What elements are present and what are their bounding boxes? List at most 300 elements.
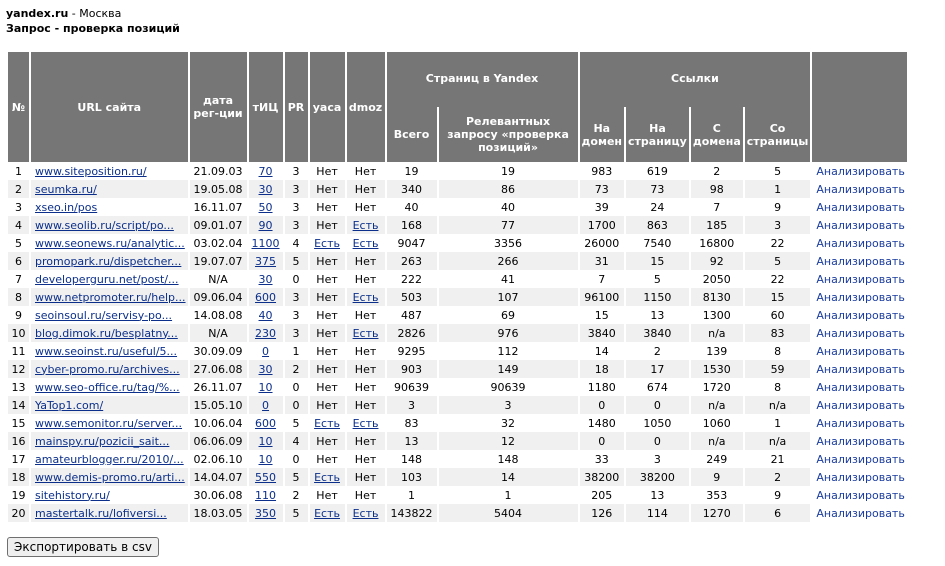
pr-value: 3 <box>285 162 308 180</box>
links-from-page: 59 <box>745 360 811 378</box>
tic-value-link[interactable]: 600 <box>255 416 277 430</box>
analyze <box>812 432 906 450</box>
yaca-status <box>310 468 345 486</box>
analyze <box>812 342 906 360</box>
table-row <box>8 288 907 306</box>
reg-date: 19.05.08 <box>190 180 247 198</box>
links-to-domain: 983 <box>580 162 624 180</box>
yandex-pages-relevant: 41 <box>439 270 578 288</box>
row-number: 14 <box>8 396 29 414</box>
dmoz-status-link[interactable]: Есть <box>352 218 379 232</box>
site-url-link[interactable]: amateurblogger.ru/2010/... <box>35 452 184 466</box>
site-url-link[interactable]: YaTop1.com/ <box>35 398 104 412</box>
yandex-pages-relevant: 107 <box>439 288 578 306</box>
links-to-domain: 31 <box>580 252 624 270</box>
tic-value-link[interactable]: 110 <box>255 488 277 502</box>
yaca-status-link[interactable]: Есть <box>314 416 340 430</box>
tic-value-link[interactable]: 10 <box>258 452 273 466</box>
site-url-link[interactable]: mastertalk.ru/lofiversi... <box>35 506 167 520</box>
header-separator: - <box>68 7 80 20</box>
site-url <box>31 450 188 468</box>
row-number: 16 <box>8 432 29 450</box>
analyze <box>812 360 906 378</box>
yaca-status: Нет <box>310 270 345 288</box>
links-from-domain: 1300 <box>691 306 743 324</box>
col-actions <box>812 52 906 162</box>
table-row <box>8 486 907 504</box>
links-to-domain: 18 <box>580 360 624 378</box>
dmoz-status-link[interactable]: Есть <box>352 506 379 520</box>
analyze-link[interactable]: Анализировать <box>816 452 905 466</box>
tic-value <box>249 450 283 468</box>
yandex-pages-relevant: 3356 <box>439 234 578 252</box>
tic-value-link[interactable]: 1100 <box>251 236 280 250</box>
tic-value-link[interactable]: 600 <box>255 290 277 304</box>
pr-value: 2 <box>285 486 308 504</box>
reg-date: 10.06.04 <box>190 414 247 432</box>
dmoz-status: Нет <box>347 252 385 270</box>
analyze-link[interactable]: Анализировать <box>816 182 905 196</box>
yandex-pages-total: 168 <box>387 216 437 234</box>
yaca-status: Нет <box>310 306 345 324</box>
tic-value <box>249 252 283 270</box>
links-from-domain: 7 <box>691 198 743 216</box>
site-url <box>31 198 188 216</box>
analyze <box>812 324 906 342</box>
links-to-domain: 73 <box>580 180 624 198</box>
links-to-page: 2 <box>626 342 689 360</box>
reg-date: 27.06.08 <box>190 360 247 378</box>
site-url-link[interactable]: developerguru.net/post/... <box>35 272 179 286</box>
reg-date: 09.01.07 <box>190 216 247 234</box>
pr-value: 3 <box>285 198 308 216</box>
analyze-link[interactable]: Анализировать <box>816 344 905 358</box>
row-number: 11 <box>8 342 29 360</box>
tic-value <box>249 216 283 234</box>
col-relevant: Релевантных запросу «проверка позиций» <box>439 107 578 162</box>
tic-value-link[interactable]: 30 <box>258 182 273 196</box>
links-to-page: 17 <box>626 360 689 378</box>
table-row <box>8 396 907 414</box>
yaca-status-link[interactable]: Есть <box>314 236 340 250</box>
links-from-domain: n/a <box>691 396 743 414</box>
yandex-pages-total: 903 <box>387 360 437 378</box>
links-to-page: 38200 <box>626 468 689 486</box>
yaca-status: Нет <box>310 288 345 306</box>
site-url <box>31 216 188 234</box>
table-row <box>8 180 907 198</box>
page-header <box>6 6 180 36</box>
links-to-domain: 1180 <box>580 378 624 396</box>
dmoz-status-link[interactable]: Есть <box>352 236 379 250</box>
links-to-page: 7540 <box>626 234 689 252</box>
links-from-page: n/a <box>745 396 811 414</box>
row-number: 15 <box>8 414 29 432</box>
site-url-link[interactable]: xseo.in/pos <box>35 200 98 214</box>
pr-value: 5 <box>285 252 308 270</box>
table-row <box>8 198 907 216</box>
tic-value <box>249 396 283 414</box>
yandex-pages-relevant: 148 <box>439 450 578 468</box>
tic-value-link[interactable]: 10 <box>258 380 273 394</box>
links-from-domain: 1530 <box>691 360 743 378</box>
row-number: 12 <box>8 360 29 378</box>
row-number: 17 <box>8 450 29 468</box>
analyze-link[interactable]: Анализировать <box>816 488 905 502</box>
yaca-status: Нет <box>310 432 345 450</box>
dmoz-status: Нет <box>347 450 385 468</box>
yaca-status: Нет <box>310 216 345 234</box>
links-from-domain: 1060 <box>691 414 743 432</box>
yaca-status <box>310 504 345 522</box>
links-from-page: 1 <box>745 414 811 432</box>
analyze-link[interactable]: Анализировать <box>816 200 905 214</box>
site-url <box>31 162 188 180</box>
dmoz-status-link[interactable]: Есть <box>352 326 379 340</box>
dmoz-status: Нет <box>347 180 385 198</box>
site-url <box>31 432 188 450</box>
table-row <box>8 450 907 468</box>
links-to-domain: 205 <box>580 486 624 504</box>
dmoz-status-link[interactable]: Есть <box>352 416 379 430</box>
col-tic: тИЦ <box>249 52 283 162</box>
tic-value <box>249 486 283 504</box>
yandex-pages-total: 1 <box>387 486 437 504</box>
col-yaca: yaca <box>310 52 345 162</box>
col-dmoz: dmoz <box>347 52 385 162</box>
links-to-domain: 3840 <box>580 324 624 342</box>
links-to-domain: 14 <box>580 342 624 360</box>
links-from-page: 83 <box>745 324 811 342</box>
tic-value-link[interactable]: 0 <box>262 398 270 412</box>
dmoz-status <box>347 504 385 522</box>
dmoz-status: Нет <box>347 432 385 450</box>
site-url <box>31 306 188 324</box>
row-number: 1 <box>8 162 29 180</box>
yaca-status: Нет <box>310 252 345 270</box>
links-to-domain: 26000 <box>580 234 624 252</box>
row-number: 8 <box>8 288 29 306</box>
yandex-pages-relevant: 12 <box>439 432 578 450</box>
site-url-link[interactable]: www.netpromoter.ru/help... <box>35 290 186 304</box>
analyze <box>812 396 906 414</box>
yandex-pages-total: 90639 <box>387 378 437 396</box>
links-to-page: 863 <box>626 216 689 234</box>
links-to-domain: 38200 <box>580 468 624 486</box>
analyze-link[interactable]: Анализировать <box>816 290 905 304</box>
yandex-pages-total: 340 <box>387 180 437 198</box>
analyze-link[interactable]: Анализировать <box>816 362 905 376</box>
tic-value <box>249 432 283 450</box>
pr-value: 5 <box>285 468 308 486</box>
site-url-link[interactable]: seoinsoul.ru/servisy-po... <box>35 308 173 322</box>
analyze-link[interactable]: Анализировать <box>816 470 905 484</box>
region-label: Москва <box>79 7 122 20</box>
yandex-pages-relevant: 976 <box>439 324 578 342</box>
dmoz-status: Нет <box>347 378 385 396</box>
dmoz-status: Нет <box>347 468 385 486</box>
links-from-page: 5 <box>745 252 811 270</box>
links-to-domain: 96100 <box>580 288 624 306</box>
tic-value <box>249 198 283 216</box>
analyze <box>812 288 906 306</box>
reg-date: 26.11.07 <box>190 378 247 396</box>
yaca-status: Нет <box>310 486 345 504</box>
links-to-page: 114 <box>626 504 689 522</box>
links-from-domain: 353 <box>691 486 743 504</box>
table-row <box>8 360 907 378</box>
links-to-page: 3840 <box>626 324 689 342</box>
links-to-page: 0 <box>626 396 689 414</box>
yandex-pages-total: 487 <box>387 306 437 324</box>
analyze <box>812 216 906 234</box>
site-url-link[interactable]: mainspy.ru/pozicii_sait... <box>35 434 170 448</box>
col-url: URL сайта <box>31 52 188 162</box>
pr-value: 0 <box>285 396 308 414</box>
site-url-link[interactable]: www.seolib.ru/script/po... <box>35 218 174 232</box>
tic-value-link[interactable]: 70 <box>258 164 273 178</box>
pr-value: 0 <box>285 450 308 468</box>
pr-value: 0 <box>285 378 308 396</box>
links-from-page: 60 <box>745 306 811 324</box>
links-from-page: 1 <box>745 180 811 198</box>
dmoz-status: Нет <box>347 360 385 378</box>
links-from-domain: 139 <box>691 342 743 360</box>
pr-value: 4 <box>285 234 308 252</box>
dmoz-status <box>347 324 385 342</box>
dmoz-status <box>347 414 385 432</box>
links-to-page: 13 <box>626 306 689 324</box>
site-url-link[interactable]: www.siteposition.ru/ <box>35 164 147 178</box>
yandex-pages-relevant: 112 <box>439 342 578 360</box>
site-url-link[interactable]: cyber-promo.ru/archives... <box>35 362 180 376</box>
yandex-pages-total: 9047 <box>387 234 437 252</box>
yaca-status: Нет <box>310 342 345 360</box>
analyze <box>812 504 906 522</box>
yandex-pages-relevant: 90639 <box>439 378 578 396</box>
tic-value <box>249 378 283 396</box>
links-from-page: 8 <box>745 342 811 360</box>
yandex-pages-total: 3 <box>387 396 437 414</box>
export-csv-button[interactable]: Экспортировать в csv <box>7 537 159 557</box>
site-url <box>31 270 188 288</box>
site-url-link[interactable]: sitehistory.ru/ <box>35 488 110 502</box>
analyze-link[interactable]: Анализировать <box>816 506 905 520</box>
site-url-link[interactable]: www.demis-promo.ru/arti... <box>35 470 185 484</box>
reg-date: 18.03.05 <box>190 504 247 522</box>
links-from-page: 9 <box>745 486 811 504</box>
reg-date: 30.06.08 <box>190 486 247 504</box>
links-from-domain: 2050 <box>691 270 743 288</box>
col-total: Всего <box>387 107 437 162</box>
links-from-domain: 8130 <box>691 288 743 306</box>
row-number: 20 <box>8 504 29 522</box>
col-pr: PR <box>285 52 308 162</box>
analyze <box>812 198 906 216</box>
row-number: 5 <box>8 234 29 252</box>
site-url-link[interactable]: blog.dimok.ru/besplatny... <box>35 326 178 340</box>
yandex-pages-relevant: 77 <box>439 216 578 234</box>
links-from-page: 9 <box>745 198 811 216</box>
site-url-link[interactable]: www.seonews.ru/analytic... <box>35 236 185 250</box>
tic-value-link[interactable]: 90 <box>258 218 273 232</box>
reg-date: 06.06.09 <box>190 432 247 450</box>
tic-value <box>249 504 283 522</box>
dmoz-status <box>347 216 385 234</box>
yandex-pages-relevant: 69 <box>439 306 578 324</box>
links-to-page: 0 <box>626 432 689 450</box>
dmoz-status-link[interactable]: Есть <box>352 290 379 304</box>
tic-value-link[interactable]: 40 <box>258 308 273 322</box>
yandex-pages-relevant: 19 <box>439 162 578 180</box>
site-url-link[interactable]: www.seoinst.ru/useful/5... <box>35 344 178 358</box>
site-url <box>31 378 188 396</box>
links-from-domain: 9 <box>691 468 743 486</box>
tic-value-link[interactable]: 30 <box>258 362 273 376</box>
site-url <box>31 468 188 486</box>
yandex-pages-relevant: 86 <box>439 180 578 198</box>
table-row <box>8 468 907 486</box>
yaca-status: Нет <box>310 396 345 414</box>
links-from-page: 8 <box>745 378 811 396</box>
analyze-link[interactable]: Анализировать <box>816 218 905 232</box>
reg-date: 19.07.07 <box>190 252 247 270</box>
links-from-page: 2 <box>745 468 811 486</box>
reg-date: 30.09.09 <box>190 342 247 360</box>
analyze-link[interactable]: Анализировать <box>816 308 905 322</box>
analyze-link[interactable]: Анализировать <box>816 236 905 250</box>
pr-value: 3 <box>285 306 308 324</box>
analyze-link[interactable]: Анализировать <box>816 254 905 268</box>
col-group-yandex: Страниц в Yandex <box>387 52 578 104</box>
table-row <box>8 378 907 396</box>
row-number: 3 <box>8 198 29 216</box>
yandex-pages-total: 19 <box>387 162 437 180</box>
links-from-domain: 1270 <box>691 504 743 522</box>
analyze <box>812 468 906 486</box>
search-engine-domain: yandex.ru <box>6 7 69 20</box>
analyze-link[interactable]: Анализировать <box>816 326 905 340</box>
row-number: 13 <box>8 378 29 396</box>
site-url <box>31 288 188 306</box>
pr-value: 3 <box>285 288 308 306</box>
links-from-page: 22 <box>745 270 811 288</box>
yandex-pages-total: 13 <box>387 432 437 450</box>
analyze-link[interactable]: Анализировать <box>816 380 905 394</box>
links-from-page: 3 <box>745 216 811 234</box>
site-url-link[interactable]: seumka.ru/ <box>35 182 97 196</box>
dmoz-status: Нет <box>347 486 385 504</box>
tic-value-link[interactable]: 350 <box>255 506 277 520</box>
links-to-domain: 0 <box>580 432 624 450</box>
yaca-status-link[interactable]: Есть <box>314 506 340 520</box>
links-from-page: 6 <box>745 504 811 522</box>
col-from-page: Со страницы <box>745 107 811 162</box>
table-row <box>8 252 907 270</box>
tic-value-link[interactable]: 30 <box>258 272 273 286</box>
links-from-domain: 98 <box>691 180 743 198</box>
results-table <box>6 52 909 522</box>
site-url-link[interactable]: www.semonitor.ru/server... <box>35 416 183 430</box>
yandex-pages-total: 103 <box>387 468 437 486</box>
site-url <box>31 414 188 432</box>
analyze <box>812 414 906 432</box>
reg-date: 03.02.04 <box>190 234 247 252</box>
links-to-page: 24 <box>626 198 689 216</box>
reg-date: N/A <box>190 324 247 342</box>
analyze-link[interactable]: Анализировать <box>816 434 905 448</box>
analyze <box>812 234 906 252</box>
links-from-domain: n/a <box>691 324 743 342</box>
links-from-page: 22 <box>745 234 811 252</box>
tic-value <box>249 288 283 306</box>
analyze-link[interactable]: Анализировать <box>816 272 905 286</box>
pr-value: 5 <box>285 504 308 522</box>
table-row <box>8 270 907 288</box>
dmoz-status <box>347 234 385 252</box>
links-to-page: 15 <box>626 252 689 270</box>
tic-value-link[interactable]: 550 <box>255 470 277 484</box>
analyze <box>812 270 906 288</box>
yaca-status: Нет <box>310 162 345 180</box>
analyze-link[interactable]: Анализировать <box>816 398 905 412</box>
results-body <box>8 162 907 522</box>
tic-value-link[interactable]: 375 <box>255 254 277 268</box>
links-from-page: 5 <box>745 162 811 180</box>
dmoz-status: Нет <box>347 198 385 216</box>
tic-value <box>249 306 283 324</box>
analyze-link[interactable]: Анализировать <box>816 416 905 430</box>
yaca-status: Нет <box>310 198 345 216</box>
links-to-domain: 15 <box>580 306 624 324</box>
site-url <box>31 324 188 342</box>
dmoz-status: Нет <box>347 270 385 288</box>
links-from-domain: 185 <box>691 216 743 234</box>
yaca-status <box>310 414 345 432</box>
yandex-pages-total: 83 <box>387 414 437 432</box>
tic-value-link[interactable]: 0 <box>262 344 270 358</box>
pr-value: 3 <box>285 324 308 342</box>
dmoz-status: Нет <box>347 342 385 360</box>
row-number: 7 <box>8 270 29 288</box>
row-number: 4 <box>8 216 29 234</box>
links-to-domain: 1480 <box>580 414 624 432</box>
reg-date: 14.04.07 <box>190 468 247 486</box>
analyze <box>812 252 906 270</box>
query-line: Запрос - проверка позиций <box>6 22 180 35</box>
site-url-link[interactable]: promopark.ru/dispetcher... <box>35 254 182 268</box>
analyze-link[interactable]: Анализировать <box>816 164 905 178</box>
site-url-link[interactable]: www.seo-office.ru/tag/%... <box>35 380 180 394</box>
row-number: 6 <box>8 252 29 270</box>
yaca-status <box>310 234 345 252</box>
reg-date: N/A <box>190 270 247 288</box>
tic-value-link[interactable]: 50 <box>258 200 273 214</box>
tic-value <box>249 360 283 378</box>
yandex-pages-relevant: 5404 <box>439 504 578 522</box>
row-number: 18 <box>8 468 29 486</box>
yandex-pages-total: 503 <box>387 288 437 306</box>
table-row <box>8 162 907 180</box>
tic-value-link[interactable]: 10 <box>258 434 273 448</box>
pr-value: 5 <box>285 414 308 432</box>
analyze <box>812 162 906 180</box>
links-to-page: 3 <box>626 450 689 468</box>
yandex-pages-relevant: 1 <box>439 486 578 504</box>
tic-value-link[interactable]: 230 <box>255 326 277 340</box>
links-from-page: 21 <box>745 450 811 468</box>
yaca-status-link[interactable]: Есть <box>314 470 340 484</box>
